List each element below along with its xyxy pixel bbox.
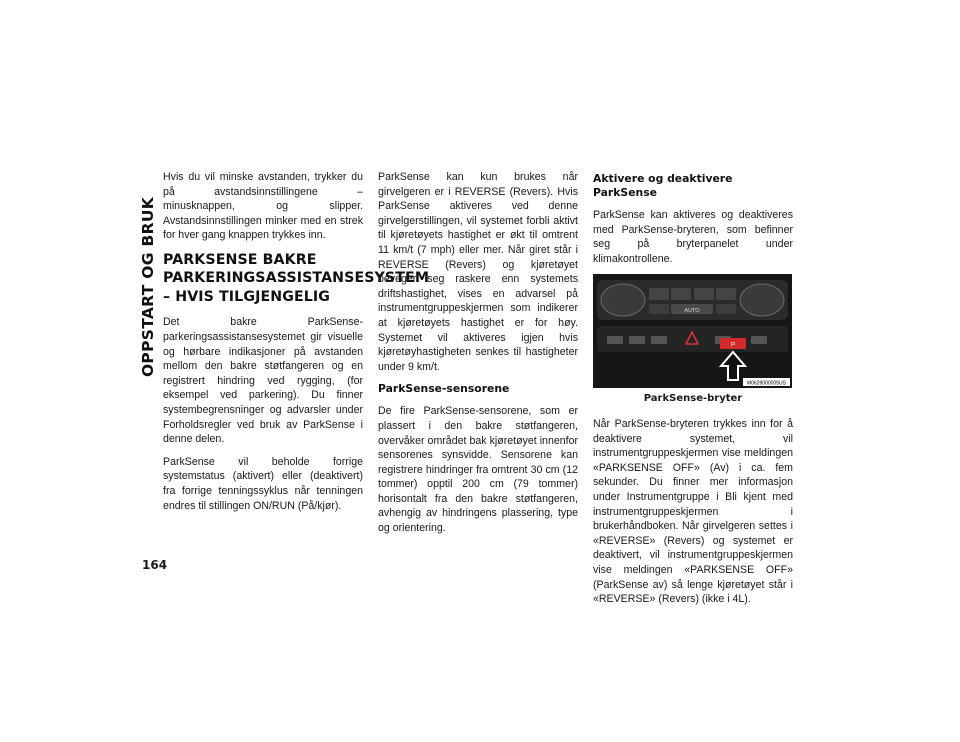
reverse-paragraph: ParkSense kan kun brukes når girvelgeren er i REVERSE (Revers). Hvis ParkSense aktiveres ved denne girvelgerstillingen, vil systemet forbli aktivt til kjøretøyets hastighet er økt til omtrent 11 km/t (7 mph) eller mer. Når giret står i REVERSE (Revers) og kjøretøyet beveger seg raskere enn systemets driftshastighet, vises en advarsel på instrumentgruppeskjermen som indikerer at kjøretøyets hastighet er for høy. Systemet vil aktiveres igjen hvis kjøretøyhastigheten senkes til hastigheter under 9 km/t. xyxy=(378,171,578,373)
sensors-heading: ParkSense-sensorene xyxy=(378,382,510,396)
column-3 xyxy=(593,170,793,615)
column-2 xyxy=(378,170,578,544)
switch-panel-illustration xyxy=(593,274,792,388)
activate-paragraph: ParkSense kan aktiveres og deaktiveres med ParkSense-bryteren, som befinner seg på bryterpanelet under klimakontrollene. xyxy=(593,209,793,265)
parksense-switch-photo xyxy=(593,274,792,388)
section-tab xyxy=(138,172,158,402)
section-title: PARKSENSE BAKRE PARKERINGSASSISTANSESYSTEM – HVIS TILGJENGELIG xyxy=(163,251,430,305)
figure-caption: ParkSense-bryter xyxy=(643,393,743,405)
parksense-description: Det bakre ParkSense-parkeringsassistansesystemet gir visuelle og hørbare indikasjoner på avstanden mellom den bakre støtfangeren og en registrert hindring ved rygging, (for eksempel ved parkering). Du finner systembegrensninger og advarsler under Forholdsregler ved bruk av ParkSense i denne delen. xyxy=(163,316,363,446)
svg-text:P: P xyxy=(730,342,736,349)
sensors-paragraph: De fire ParkSense-sensorene, som er plassert i den bakre støtfangeren, overvåker området bak kjøretøyet innenfor sensorenes synsvidde. Sensorene kan registrere hindringer fra omtrent 30 cm (12 tommer) opptil 200 cm (79 tommer) horisontalt fra den bakre støtfangeren, avhengig av hindringens plassering, type og orientering. xyxy=(378,405,578,535)
parksense-status-paragraph: ParkSense vil beholde forrige systemstatus (aktivert) eller (deaktivert) fra forrige tenningssyklus når tenningen endres til stillingen ON/RUN (På/kjør). xyxy=(163,455,363,512)
section-tab-label: OPPSTART OG BRUK xyxy=(139,196,157,378)
activate-heading: Aktivere og deaktivere ParkSense xyxy=(593,172,733,199)
column-1 xyxy=(163,170,430,521)
page-number: 164 xyxy=(142,558,168,572)
deactivate-paragraph: Når ParkSense-bryteren trykkes inn for å deaktivere systemet, vil instrumentgruppeskjermen vise meldingen «PARKSENSE OFF» (Av) i ca. fem sekunder. Du finner mer informasjon under Instrumentgruppe i Bli kjent med instrumentgruppeskjermen i brukerhåndboken. Når girvelgeren settes i «REVERSE» (Revers) og systemet er deaktivert, vil instrumentgruppeskjermen vise meldingen «PARKSENSE OFF» (ParkSense av) så lenge kjøretøyet står i «REVERSE» (Revers) (ikke i 4L). xyxy=(593,417,793,606)
parksense-button-icon xyxy=(720,338,746,349)
intro-paragraph: Hvis du vil minske avstanden, trykker du på avstandsinnstillingene – minusknappen, og slipper. Avstandsinnstillingen minker med en strek for hver gang knappen trykkes inn. xyxy=(163,171,363,242)
figure-code: M0628000005US xyxy=(747,380,786,387)
auto-label: AUTO xyxy=(684,308,700,315)
